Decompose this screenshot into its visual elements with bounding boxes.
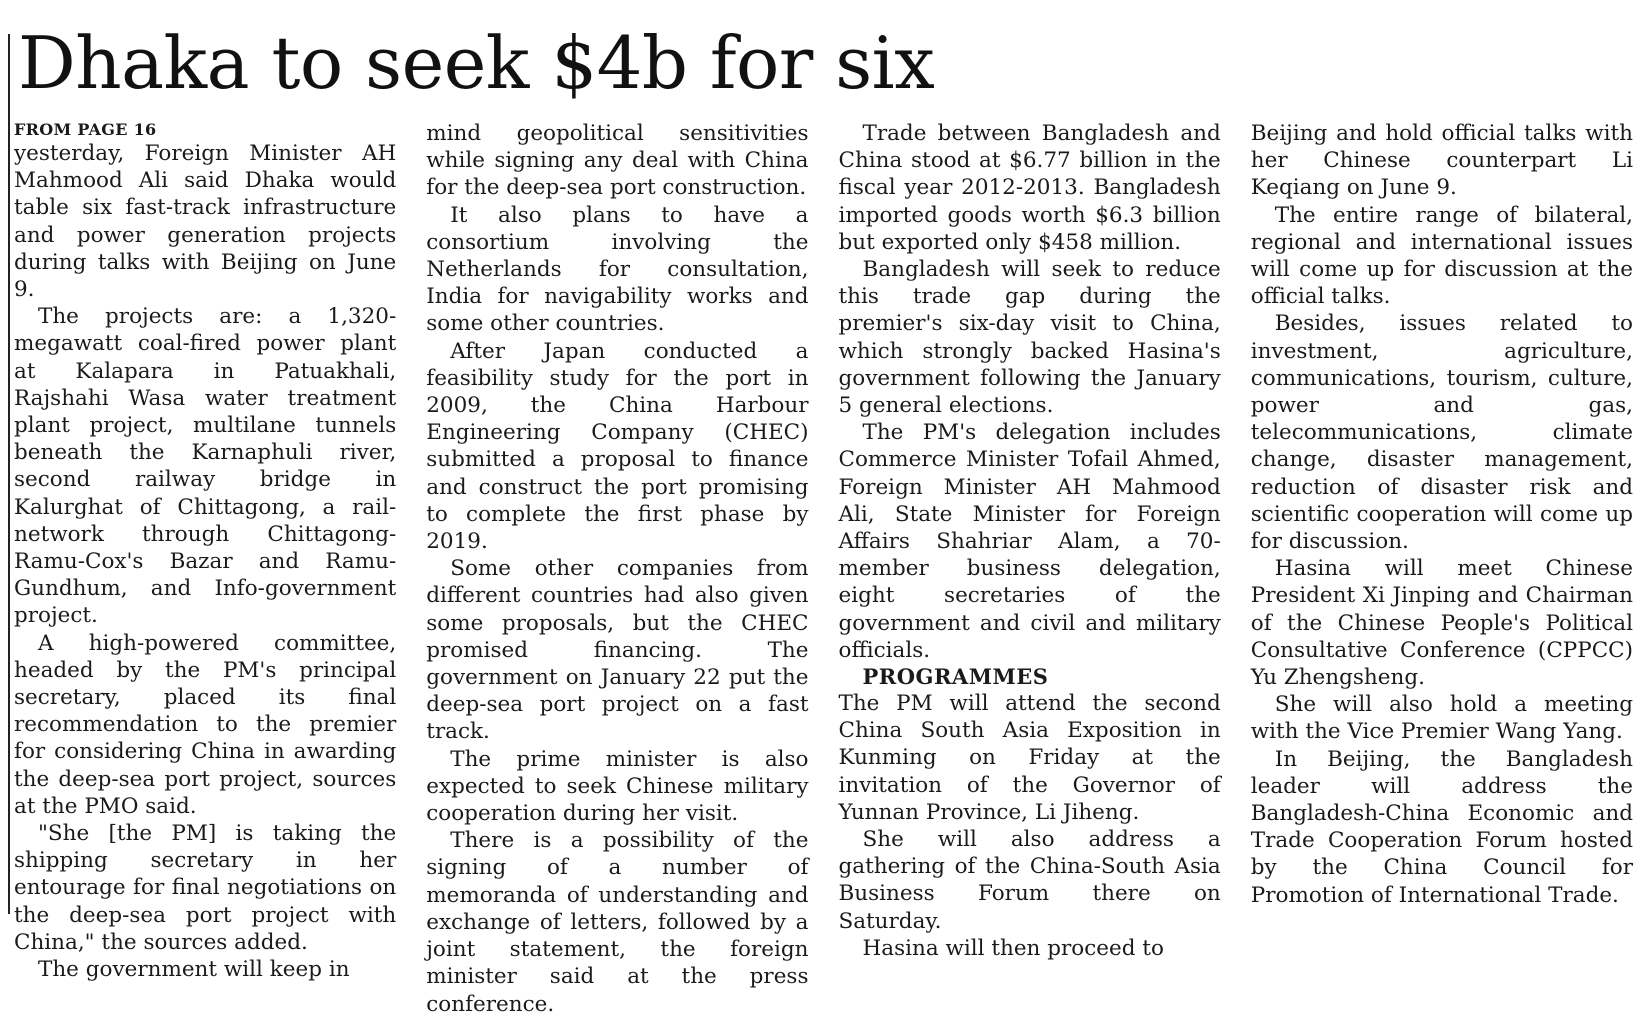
paragraph: She will also address a gathering of the China-South Asia Business Forum there on Saturday. bbox=[838, 827, 1221, 934]
subhead: PROGRAMMES bbox=[862, 664, 1049, 690]
column-1 bbox=[14, 120, 396, 1018]
paragraph: Hasina will meet Chinese President Xi Jinping and Chairman of the Chinese People's Political Consultative Conference (CPPCC) Yu Zhengsheng. bbox=[1250, 556, 1633, 691]
paragraph: mind geopolitical sensitivities while signing any deal with China for the deep-sea port construction. bbox=[426, 121, 809, 201]
kicker: FROM PAGE 16 bbox=[14, 120, 157, 139]
paragraph: Bangladesh will seek to reduce this trade gap during the premier's six-day visit to China, which strongly backed Hasina's government following the January 5 general elections. bbox=[838, 257, 1221, 419]
paragraph: The entire range of bilateral, regional and international issues will come up for discussion at the official talks. bbox=[1250, 202, 1633, 310]
paragraph: Besides, issues related to investment, agriculture, communications, tourism, culture, power and gas, telecommunications, climate change, disaster management, reduction of disaster risk and scientific cooperation will come up for discussion. bbox=[1250, 311, 1633, 555]
paragraph: The PM will attend the second China South Asia Exposition in Kunming on Friday at the invitation of the Governor of Yunnan Province, Li Jiheng. bbox=[838, 691, 1221, 825]
column-4 bbox=[1251, 120, 1633, 1018]
paragraph: yesterday, Foreign Minister AH Mahmood Ali said Dhaka would table six fast-track infrastructure and power generation projects during talks with Beijing on June 9. bbox=[14, 141, 397, 303]
paragraph: A high-powered committee, headed by the PM's principal secretary, placed its final recommendation to the premier for considering China in awarding the deep-sea port project, sources at the PMO said. bbox=[14, 630, 397, 819]
paragraph: She will also hold a meeting with the Vice Premier Wang Yang. bbox=[1250, 692, 1633, 745]
paragraph: There is a possibility of the signing of a number of memoranda of understanding and exchange of letters, followed by a joint statement, the foreign minister said at the press conference. bbox=[426, 828, 809, 1017]
paragraph: The government will keep in bbox=[38, 957, 350, 983]
column-2 bbox=[426, 120, 808, 1018]
column-3 bbox=[839, 120, 1221, 1018]
paragraph: It also plans to have a consortium involving the Netherlands for consultation, India for navigability works and some other countries. bbox=[426, 202, 809, 337]
paragraph: Hasina will then proceed to bbox=[862, 935, 1164, 961]
paragraph: Some other companies from different countries had also given some proposals, but the CHEC promised financing. The government on January 22 put the deep-sea port project on a fast track. bbox=[426, 556, 809, 745]
paragraph: Trade between Bangladesh and China stood at $6.77 billion in the fiscal year 2012-2013. Bangladesh imported goods worth $6.3 billion but exported only $458 million. bbox=[838, 121, 1221, 255]
paragraph: The prime minister is also expected to seek Chinese military cooperation during her visit. bbox=[426, 746, 809, 827]
paragraph: The PM's delegation includes Commerce Minister Tofail Ahmed, Foreign Minister AH Mahmood Ali, State Minister for Foreign Affairs Shahriar Alam, a 70-member business delegation, eight secretaries of the government and civil and military officials. bbox=[838, 420, 1221, 663]
headline: Dhaka to seek $4b for six bbox=[18, 21, 935, 105]
paragraph: Beijing and hold official talks with her Chinese counterpart Li Keqiang on June 9. bbox=[1250, 121, 1633, 201]
paragraph: After Japan conducted a feasibility study for the port in 2009, the China Harbour Engineering Company (CHEC) submitted a proposal to finance and construct the port promising to complete the first phase by 2019. bbox=[426, 338, 809, 555]
article-body bbox=[14, 120, 1633, 1018]
paragraph: In Beijing, the Bangladesh leader will address the Bangladesh-China Economic and Trade Cooperation Forum hosted by the China Council for Promotion of International Trade. bbox=[1250, 746, 1633, 908]
paragraph: The projects are: a 1,320-megawatt coal-fired power plant at Kalapara in Patuakhali, Rajshahi Wasa water treatment plant project, multilane tunnels beneath the Karnaphuli river, second railway bridge in Kalurghat of Chittagong, a rail-network through Chittagong-Ramu-Cox's Bazar and Ramu-Gundhum, and Info-government project. bbox=[14, 304, 397, 629]
column-rule bbox=[8, 34, 10, 914]
paragraph: "She [the PM] is taking the shipping secretary in her entourage for final negotiations on the deep-sea port project with China," the sources added. bbox=[14, 821, 397, 955]
